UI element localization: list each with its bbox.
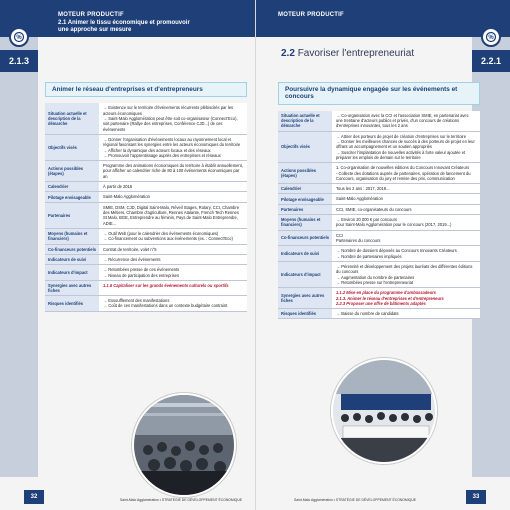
row-value-line: → Donner l'organisation d'événements locaux au rayonnement local et régional favorisant les synergies entre les acteurs économiques du territoire xyxy=(103,136,241,148)
table-row xyxy=(45,229,247,245)
row-value-line: → Donner les meilleures chances de succès à des porteurs de projet en leur offrant un accompagnement et un soutien appropriés xyxy=(336,138,475,150)
row-label: Risques identifiés xyxy=(278,309,332,318)
row-value-line: → Co-financement ou subventions aux événements (ex. : Connect'Eco) xyxy=(103,236,233,242)
row-value-line: → Essoufflement des manifestations xyxy=(103,298,170,304)
row-label: Partenaires xyxy=(278,205,332,214)
synergy-link: 2.2.3 Proposer une offre de bâtiments adaptés xyxy=(336,300,426,306)
row-value-line: → Retombées presse de ces événements xyxy=(103,267,180,273)
table-row xyxy=(45,281,247,296)
row-value-line: → Retombées presse sur l'entrepreneuriat xyxy=(336,279,414,285)
row-label: Partenaires xyxy=(45,203,99,228)
row-value xyxy=(99,255,247,264)
table-row xyxy=(45,182,247,192)
synergy-link: 2.1.3. Animer le réseau d'entreprises et d'entrepreneurs xyxy=(336,295,444,301)
row-value-line: → Environ 20 000 € par concours xyxy=(336,217,397,223)
row-label: Indicateurs d'impact xyxy=(278,262,332,287)
right-header-bar xyxy=(256,0,510,37)
row-value xyxy=(99,203,247,228)
table-row xyxy=(278,163,480,184)
table-row xyxy=(45,255,247,265)
row-value xyxy=(99,192,247,201)
row-value-line: pour Saint-Malo Agglomération pour le concours (2017, 2019...) xyxy=(336,222,452,228)
table-row xyxy=(278,194,480,204)
row-value-line: → Pérennité et développement des projets lauréats des différentes éditions du concours xyxy=(336,263,473,275)
row-label: Indicateurs d'impact xyxy=(45,265,99,280)
row-label: Situation actuelle et description de la démarche xyxy=(45,103,99,134)
page-title-number: 2.2 xyxy=(281,48,295,59)
row-value-line: - Collecte des dotations auprès de partenaires, opération de lancement du Concours, organisation du jury et remise des prix, communication xyxy=(336,170,471,181)
chapter-title: MOTEUR PRODUCTIF xyxy=(58,12,124,18)
page-number: 32 xyxy=(24,490,44,504)
table-row xyxy=(45,203,247,229)
table-row xyxy=(278,231,480,247)
table-row xyxy=(278,205,480,215)
row-value-line: Tous les 2 ans : 2017, 2019... xyxy=(336,186,390,192)
right-content xyxy=(278,82,480,319)
row-value xyxy=(332,184,480,193)
table-row xyxy=(45,103,247,135)
row-value-line: CCI xyxy=(336,232,344,238)
row-value xyxy=(99,296,247,311)
row-label: Risques identifiés xyxy=(45,296,99,311)
row-value xyxy=(332,194,480,203)
row-value xyxy=(99,161,247,181)
row-label: Synergies avec autres fiches xyxy=(45,281,99,295)
row-value-line: Saint-Malo Agglomération xyxy=(103,194,150,200)
svg-text:%: % xyxy=(16,35,22,42)
section-title: Poursuivre la dynamique engagée sur les événements et concours xyxy=(278,82,480,105)
row-value xyxy=(332,246,480,261)
row-value xyxy=(332,163,480,183)
row-value-line: → Outil Web (pour le calendrier des événements économiques) xyxy=(103,230,219,236)
row-label: Situation actuelle et description de la démarche xyxy=(278,111,332,131)
row-value-line: → Susciter l'implantation de nouvelles activités à forte valeur ajoutée et préparer les emplois de demain sur le territoire xyxy=(336,149,466,160)
row-value-line: → Afficher la dynamique des acteurs locaux et des réseaux xyxy=(103,147,211,153)
row-value-line: → Existence sur le territoire d'événements récurrents plébiscités par les acteurs économiques xyxy=(103,105,234,116)
award-ceremony-photo xyxy=(331,358,437,464)
table-row xyxy=(278,309,480,319)
synergy-link: 1.1.6 Capitaliser sur les grands événements culturels ou sportifs xyxy=(103,282,229,288)
row-label: Calendrier xyxy=(45,182,99,191)
side-stripe xyxy=(0,37,38,477)
subchapter-title: 2.1 Animer le tissu économique et promouvoir une approche sur mesure xyxy=(58,20,190,33)
row-value-line: Saint-Malo Agglomération xyxy=(336,196,383,202)
row-label: Moyens (humains et financiers) xyxy=(45,229,99,244)
row-label: Synergies avec autres fiches xyxy=(278,288,332,308)
right-page xyxy=(255,0,510,510)
row-value xyxy=(99,229,247,244)
right-footer xyxy=(256,486,510,510)
row-value-line: → Nombre de dossiers déposés au Concours Innovants Créateurs xyxy=(336,248,457,254)
table-row xyxy=(45,265,247,281)
row-label: Actions possibles (étapes) xyxy=(278,163,332,183)
row-value-line: SMIE, DSM, CJD, Digital Saint-Malo, Réveil Stages, Rotary, CCI, Chambre des Métiers, Chambre d'agriculture, Rennes Atalante, French Tech Rennes St Malo, BGE, Entreprendre au féminin, Pays de Saint-Malo Entreprendre, ADIE... xyxy=(103,204,239,226)
row-value xyxy=(332,111,480,131)
row-label: Calendrier xyxy=(278,184,332,193)
table-row xyxy=(45,245,247,255)
row-value-line: À partir de 2016 xyxy=(103,184,133,190)
row-label: Actions possibles (étapes) xyxy=(45,161,99,181)
row-value xyxy=(99,265,247,280)
table-row xyxy=(278,111,480,132)
row-value xyxy=(332,309,480,318)
row-value xyxy=(99,103,247,134)
table-row xyxy=(45,192,247,202)
left-content xyxy=(45,82,247,312)
row-value-line: 1. Co-organisation de nouvelles éditions du Concours Innovant Créateurs xyxy=(336,165,470,171)
row-value xyxy=(332,231,480,246)
page-title xyxy=(281,48,414,59)
row-value xyxy=(99,245,247,254)
page-number: 33 xyxy=(466,490,486,504)
row-value xyxy=(332,262,480,287)
row-value-line: Programme des animations économiques du territoire à établir annuellement, pour afficher un calendrier riche de 80 à 100 événements économiques par an xyxy=(103,163,243,179)
row-value xyxy=(99,281,247,295)
row-value xyxy=(99,135,247,160)
row-value-line: → Baisse du nombre de candidats xyxy=(336,311,399,317)
row-value-line: → Nombre de partenaires impliqués xyxy=(336,253,402,259)
row-value-line: Partenaires du concours xyxy=(336,238,381,244)
row-value-line: → Promouvoir l'apprentissage auprès des entreprises et réseaux xyxy=(103,152,221,158)
row-label: Indicateurs de suivi xyxy=(278,246,332,261)
row-label: Co-financeurs potentiels xyxy=(278,231,332,246)
page-title-text: Favoriser l'entrepreneuriat xyxy=(297,48,415,59)
row-label: Objectifs visés xyxy=(278,132,332,163)
row-value xyxy=(332,215,480,230)
row-value xyxy=(332,288,480,308)
table-row xyxy=(278,288,480,309)
footer-text: Saint-Malo Agglomération • STRATÉGIE DE DÉVELOPPEMENT ÉCONOMIQUE xyxy=(294,498,417,502)
section-number-badge: 2.1.3 xyxy=(0,50,38,72)
row-value xyxy=(332,205,480,214)
left-header-bar xyxy=(0,0,255,37)
chapter-title: MOTEUR PRODUCTIF xyxy=(278,12,344,18)
event-photo xyxy=(132,393,236,497)
row-value-line: → Attirer des porteurs de projet de création d'entreprises sur le territoire xyxy=(336,133,467,139)
row-value xyxy=(332,132,480,163)
row-label: Indicateurs de suivi xyxy=(45,255,99,264)
row-value-line: → Coût de ces manifestations dans un contexte budgétaire contraint xyxy=(103,303,228,309)
action-sheet-table xyxy=(45,103,247,311)
row-value xyxy=(99,182,247,191)
row-value-line: → Récurrence des événements xyxy=(103,256,161,262)
left-footer xyxy=(0,486,255,510)
action-sheet-table xyxy=(278,111,480,320)
table-row xyxy=(45,296,247,312)
section-title: Animer le réseau d'entreprises et d'entrepreneurs xyxy=(45,82,247,97)
row-label: Pilotage envisageable xyxy=(278,194,332,203)
table-row xyxy=(278,184,480,194)
section-number-badge: 2.2.1 xyxy=(472,50,510,72)
row-label: Pilotage envisageable xyxy=(45,192,99,201)
gear-percent-icon xyxy=(9,27,29,47)
table-row xyxy=(278,262,480,288)
row-value-line: → Augmentation du nombre de partenaires xyxy=(336,274,415,280)
row-label: Objectifs visés xyxy=(45,135,99,160)
row-label: Moyens (humains et financiers) xyxy=(278,215,332,230)
row-label: Co-financeurs potentiels xyxy=(45,245,99,254)
gear-percent-icon xyxy=(481,27,501,47)
table-row xyxy=(45,161,247,182)
row-value-line: → Niveau de participation des entreprises xyxy=(103,272,180,278)
table-row xyxy=(278,132,480,164)
table-row xyxy=(278,246,480,262)
row-value-line: → Co-organisation avec la CCI et l'association SMIE, en partenariat avec une trentaine d'acteurs publics et privés, d'un concours de créations d'entreprises innovantes, tous les 2 ans xyxy=(336,112,469,129)
row-value-line: CCI, SMIE, co-organisateurs du concours xyxy=(336,206,412,212)
table-row xyxy=(45,135,247,161)
row-value-line: Contrat de territoire, volet n°5 xyxy=(103,246,157,252)
row-value-line: → Saint-Malo Agglomération peut être soit co-organisateur (Connect'Eco), soit partenaire (Rallye des entreprises, Conférence CJD...) de ces événements xyxy=(103,115,238,132)
footer-text: Saint-Malo Agglomération • STRATÉGIE DE DÉVELOPPEMENT ÉCONOMIQUE xyxy=(120,498,243,502)
table-row xyxy=(278,215,480,231)
svg-text:%: % xyxy=(488,35,494,42)
synergy-link: 1.1.2 Mise en place du programme d'ambassadeurs xyxy=(336,290,436,296)
